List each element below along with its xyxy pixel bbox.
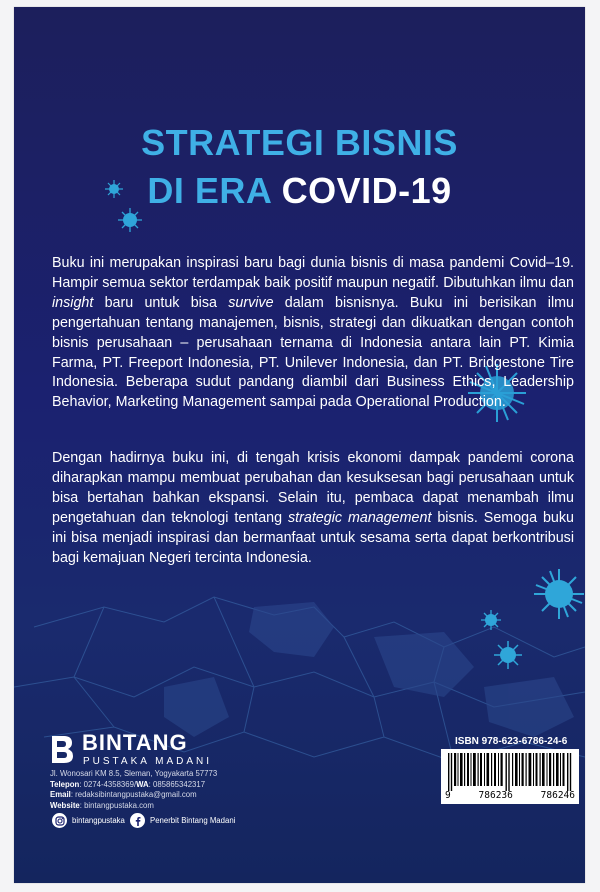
- publisher-contact: [50, 769, 217, 811]
- website-value: : bintangpustaka.com: [79, 800, 154, 810]
- blurb-text: baru untuk bisa: [93, 294, 229, 311]
- blurb-text: Dengan hadirnya buku ini, di tengah krisis ekonomi dampak pandemi corona diharapkan mampu membuat perubahan dan kesuksesan bagi perusahaan untuk bisa bertahan bahkan ekspansi. Selain itu, pembaca dapat menambah ilmu pengetahuan dan teknologi tentang: [52, 450, 574, 526]
- virus-icon: [493, 640, 523, 670]
- blurb-text: dalam bisnisnya. Buku ini berisikan ilmu pengertahuan tentang manajemen, bisnis, strategi dan dikuatkan dengan contoh bisnis perusahaan – perusahaan ternama di Indonesia antara lain PT. Kimia Farma, PT. Freeport Indonesia, PT. Unilever Indonesia, dan PT. Bridgestone Tire Indonesia. Beberapa sudut pandang diambil dari Business Ethics, Leadership Behavior, Marketing Management sampai pada Operational Production.: [52, 294, 574, 411]
- facebook-handle: [130, 813, 235, 828]
- barcode-digits-left: 786236: [478, 790, 513, 801]
- facebook-icon: [130, 813, 145, 828]
- publisher-name: BINTANG: [82, 730, 188, 755]
- publisher-address: Jl. Wonosari KM 8.5, Sleman, Yogyakarta 57773: [50, 769, 218, 778]
- bintang-logo-icon: [50, 734, 74, 764]
- publisher-subtitle: PUSTAKA MADANI: [83, 756, 213, 767]
- title-line-1: STRATEGI BISNIS: [141, 122, 458, 163]
- instagram-icon: [52, 813, 67, 828]
- blurb-emphasis: survive: [228, 294, 274, 311]
- barcode-digits-right: 786246: [540, 790, 575, 801]
- title-line-2-prefix: DI ERA: [147, 170, 272, 211]
- barcode-digits: [441, 790, 579, 801]
- instagram-handle: [52, 813, 125, 828]
- instagram-text: bintangpustaka: [72, 816, 125, 825]
- blurb-paragraph-1: [52, 254, 574, 413]
- virus-icon: [532, 567, 585, 621]
- publisher-email-line: [50, 790, 217, 801]
- website-label: Website: [50, 800, 80, 810]
- isbn-number: ISBN 978-623-6786-24-6: [455, 736, 568, 747]
- blurb-paragraph-2: [52, 449, 574, 568]
- blurb-text: Buku ini merupakan inspirasi baru bagi dunia bisnis di masa pandemi Covid–19. Hampir semua sektor terdampak baik positif maupun negatif. Dibutuhkan ilmu dan: [52, 255, 574, 291]
- blurb-emphasis: strategic management: [288, 509, 432, 526]
- facebook-text: Penerbit Bintang Madani: [150, 816, 236, 825]
- barcode-bars: [448, 753, 572, 791]
- email-label: Email: [50, 790, 71, 799]
- virus-icon: [480, 609, 502, 631]
- book-title: [14, 119, 585, 215]
- wa-label: WA: [136, 779, 149, 789]
- phone-label: Telepon: [50, 779, 80, 789]
- blurb-text: bisnis. Semoga buku ini bisa menjadi inspirasi dan bermanfaat untuk sesama serta dapat berkontribusi bagi kemajuan Negeri tercinta Indonesia.: [52, 509, 574, 566]
- barcode-digit-lead: 9: [445, 790, 451, 801]
- title-line-2-highlight: COVID-19: [281, 170, 452, 211]
- isbn-barcode: [441, 749, 579, 804]
- phone-value: : 0274-4358369/: [79, 779, 137, 789]
- publisher-website-line: [50, 801, 217, 812]
- wa-value: : 085865342317: [148, 779, 206, 789]
- publisher-phone-line: [50, 780, 217, 791]
- blurb-emphasis: insight: [52, 294, 94, 311]
- email-value: : redaksibintangpustaka@gmail.com: [70, 790, 197, 799]
- book-back-cover: [14, 7, 585, 883]
